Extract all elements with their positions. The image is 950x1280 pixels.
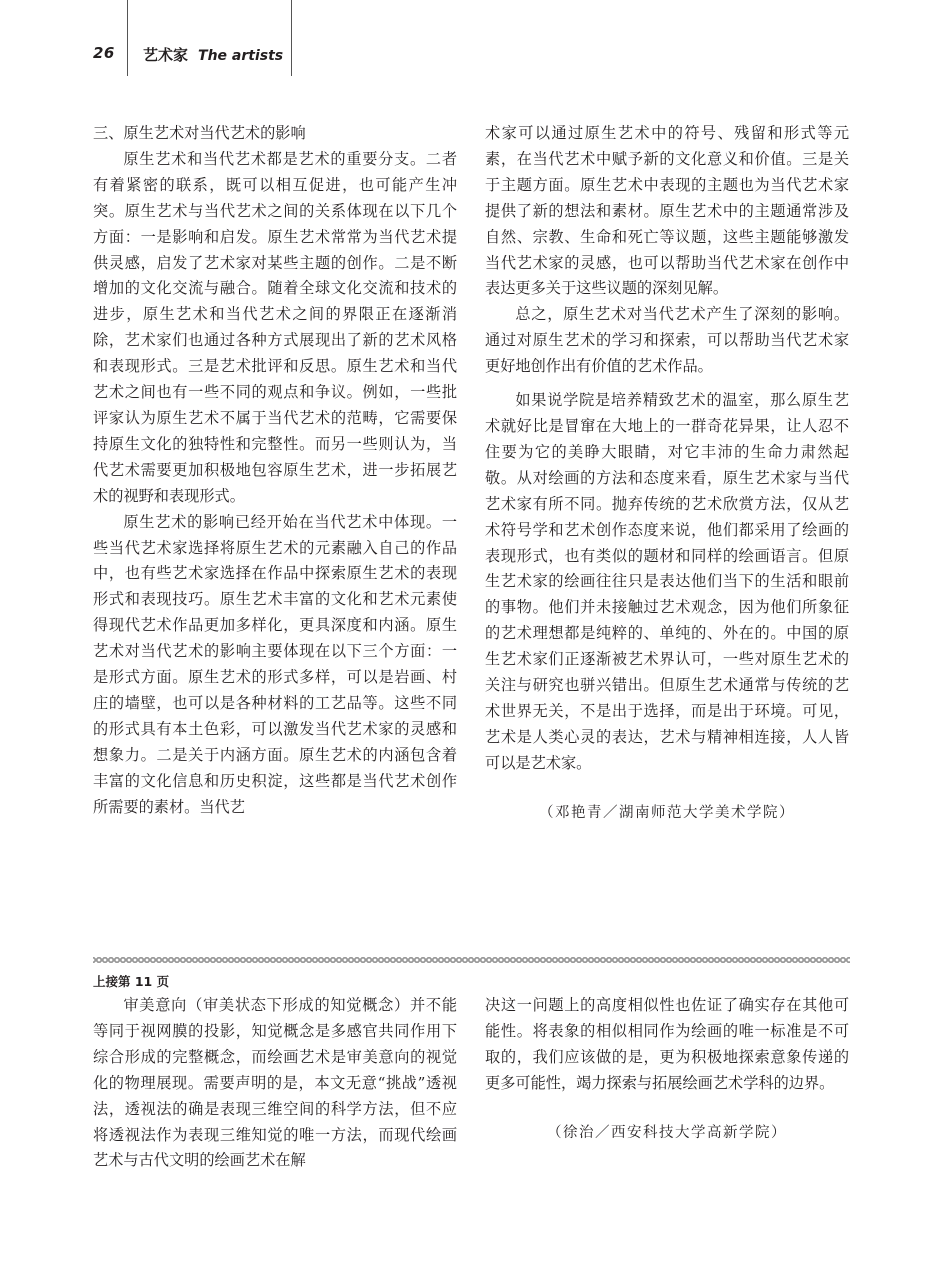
article2-left-column — [93, 993, 457, 1174]
body-paragraph-continued: 术家可以通过原生艺术中的符号、残留和形式等元素，在当代艺术中赋予新的文化意义和价值。三是关于主题方面。原生艺术中表现的主题也为当代艺术家提供了新的想法和素材。原生艺术中的主题通常涉及自然、宗教、生命和死亡等议题，这些主题能够激发当代艺术家的灵感，也可以帮助当代艺术家在创作中表达更多关于这些议题的深刻见解。 — [485, 124, 849, 298]
body-paragraph: 审美意向（审美状态下形成的知觉概念）并不能等同于视网膜的投影，知觉概念是多感官共同作用下综合形成的完整概念，而绘画艺术是审美意向的视觉化的物理展现。需要声明的是，本文无意“挑战”透视法，透视法的确是表现三维空间的科学方法，但不应将透视法作为表现三维知觉的唯一方法，而现代绘画艺术与古代文明的绘画艺术在解 — [93, 996, 457, 1170]
article1-right-column — [485, 121, 849, 827]
journal-name — [143, 44, 283, 65]
body-paragraph: 如果说学院是培养精致艺术的温室，那么原生艺术就好比是冒窜在大地上的一群奇花异果，让人忍不住要为它的美睁大眼睛，对它丰沛的生命力肃然起敬。从对绘画的方法和态度来看，原生艺术家与当代艺术家有所不同。抛弃传统的艺术欣赏方法，仅从艺术符号学和艺术创作态度来说，他们都采用了绘画的表现形式，也有类似的题材和同样的绘画语言。但原生艺术家的绘画往往只是表达他们当下的生活和眼前的事物。他们并未接触过艺术观念，因为他们所象征的艺术理想都是纯粹的、单纯的、外在的。中国的原生艺术家们正逐渐被艺术界认可，一些对原生艺术的关注与研究也骈兴错出。但原生艺术通常与传统的艺术世界无关，不是出于选择，而是出于环境。可见，艺术是人类心灵的表达，艺术与精神相连接，人人皆可以是艺术家。 — [485, 391, 849, 772]
body-paragraph: 原生艺术和当代艺术都是艺术的重要分支。二者有着紧密的联系，既可以相互促进，也可能产生冲突。原生艺术与当代艺术之间的关系体现在以下几个方面：一是影响和启发。原生艺术常常为当代艺术提供灵感，启发了艺术家对某些主题的创作。二是不断增加的文化交流与融合。随着全球文化交流和技术的进步，原生艺术和当代艺术之间的界限正在逐渐消除，艺术家们也通过各种方式展现出了新的艺术风格和表现形式。三是艺术批评和反思。原生艺术和当代艺术之间也有一些不同的观点和争议。例如，一些批评家认为原生艺术不属于当代艺术的范畴，它需要保持原生文化的独特性和完整性。而另一些则认为，当代艺术需要更加积极地包容原生艺术，进一步拓展艺术的视野和表现形式。 — [93, 149, 457, 505]
article1-left-column — [93, 121, 457, 820]
header-rule-right — [291, 0, 292, 76]
section-divider — [93, 957, 850, 963]
body-paragraph-continued: 决这一问题上的高度相似性也佐证了确实存在其他可能性。将表象的相似相同作为绘画的唯一标准是不可取的，我们应该做的是，更为积极地探索意象传递的更多可能性，竭力探索与拓展绘画艺术学科的边界。 — [485, 996, 849, 1092]
body-paragraph: 原生艺术的影响已经开始在当代艺术中体现。一些当代艺术家选择将原生艺术的元素融入自己的作品中，也有些艺术家选择在作品中探索原生艺术的表现形式和表现技巧。原生艺术丰富的文化和艺术元素使得现代艺术作品更加多样化，更具深度和内涵。原生艺术对当代艺术的影响主要体现在以下三个方面：一是形式方面。原生艺术的形式多样，可以是岩画、村庄的墙壁，也可以是各种材料的工艺品等。这些不同的形式具有本土色彩，可以激发当代艺术家的灵感和想象力。二是关于内涵方面。原生艺术的内涵包含着丰富的文化信息和历史积淀，这些都是当代艺术创作所需要的素材。当代艺 — [93, 512, 457, 816]
journal-name-cn: 艺术家 — [143, 46, 189, 64]
article2-right-column — [485, 993, 849, 1147]
section-heading: 三、原生艺术对当代艺术的影响 — [93, 124, 306, 142]
header-rule-left — [127, 0, 128, 76]
author-credit: （邓艳青／湖南师范大学美术学院） — [539, 804, 795, 821]
body-paragraph: 总之，原生艺术对当代艺术产生了深刻的影响。通过对原生艺术的学习和探索，可以帮助当代艺术家更好地创作出有价值的艺术作品。 — [485, 305, 849, 376]
journal-name-en: The artists — [198, 48, 284, 64]
continued-from-label: 上接第 11 页 — [93, 974, 170, 989]
page-number: 26 — [93, 44, 115, 62]
author-credit: （徐治／西安科技大学高新学院） — [547, 1124, 787, 1141]
